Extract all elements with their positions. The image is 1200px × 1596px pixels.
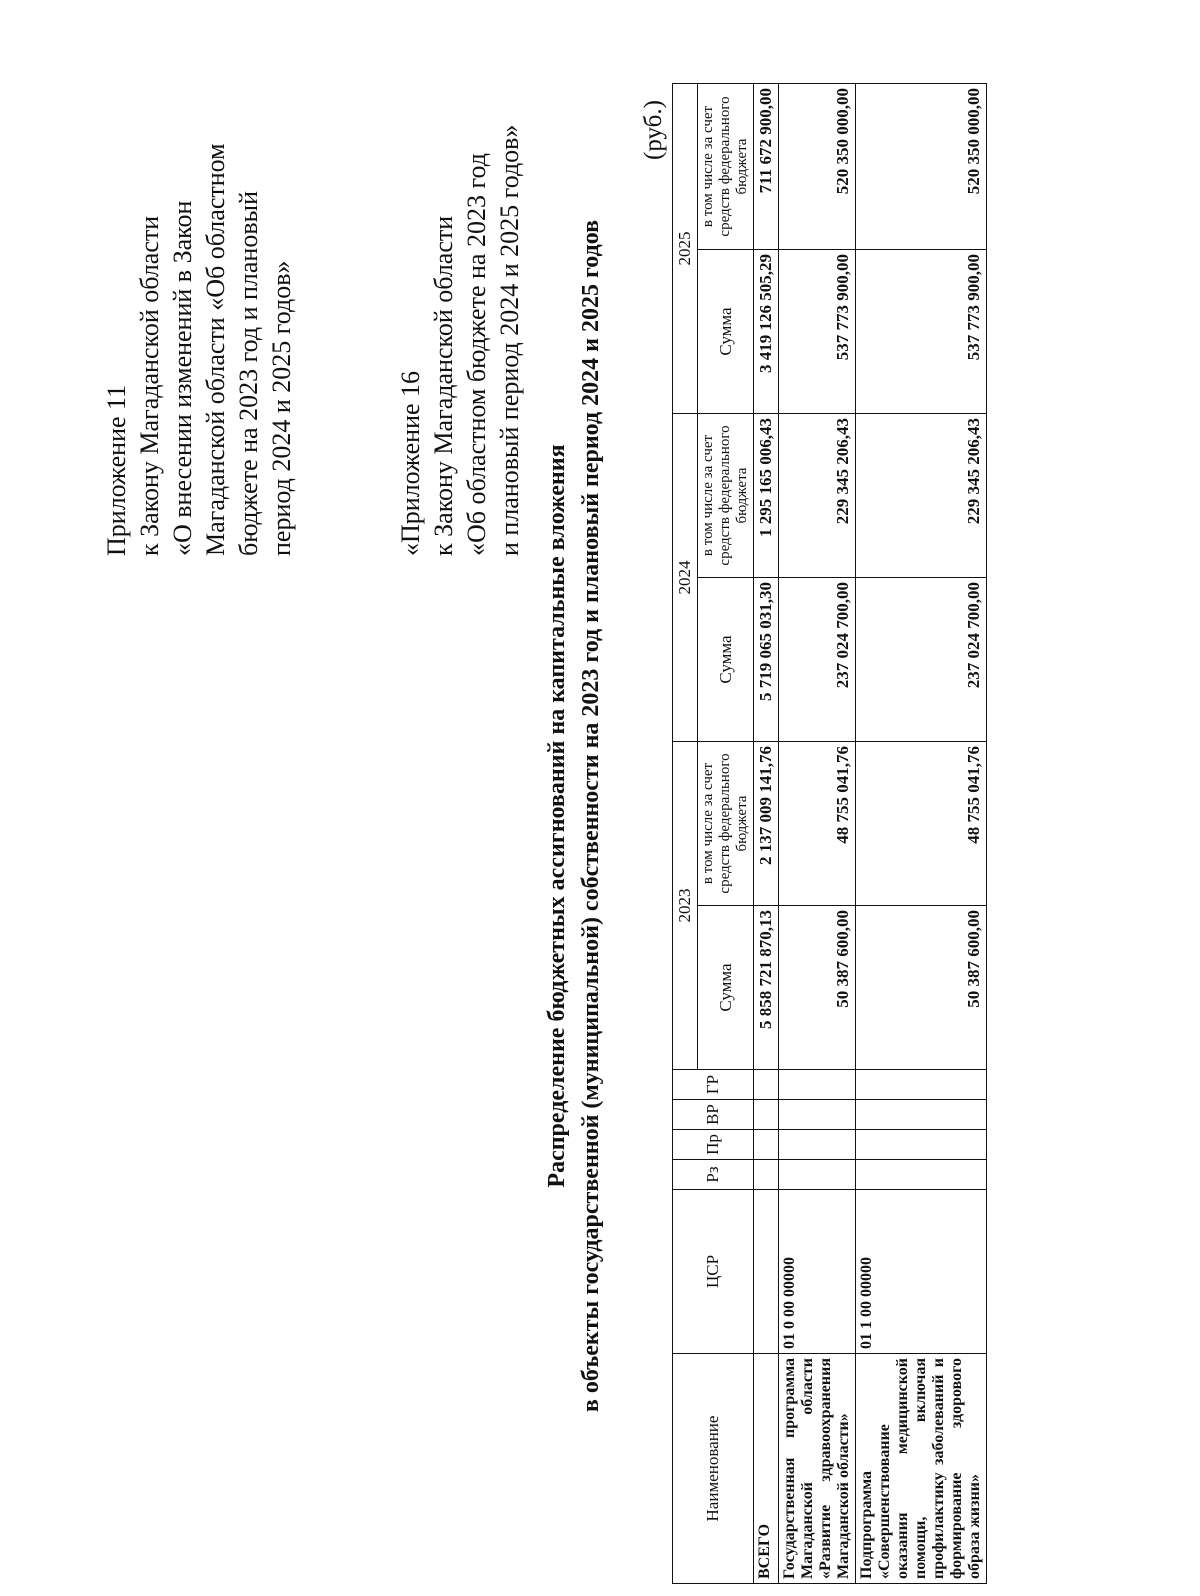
appendix-line: Магаданской области «Об областном: [201, 143, 230, 556]
row-vr: [779, 1100, 856, 1130]
row-pr: [779, 1130, 856, 1160]
header-vr: ВР: [673, 1100, 754, 1130]
row-pr: [856, 1130, 987, 1160]
row-sum-2025: 3 419 126 505,29: [754, 250, 779, 414]
table-row-program: [779, 84, 856, 1584]
row-csr: 01 0 00 00000: [779, 1190, 856, 1354]
row-name: ВСЕГО: [754, 1354, 779, 1584]
budget-table: [672, 83, 987, 1584]
header-sum-2024: Сумма: [698, 578, 754, 742]
title-line-1: Распределение бюджетных ассигнований на капитальные вложения: [544, 444, 570, 1188]
row-fed-2025: 711 672 900,00: [754, 84, 779, 250]
header-federal-2024: в том числе за счет средств федерального бюджета: [698, 414, 754, 578]
row-fed-2025: 520 350 000,00: [856, 84, 987, 250]
row-sum-2024: 5 719 065 031,30: [754, 578, 779, 742]
row-sum-2023: 50 387 600,00: [856, 906, 987, 1070]
row-gr: [754, 1070, 779, 1100]
table-header-row: [673, 84, 698, 1584]
header-year-2025: 2025: [673, 84, 698, 414]
row-fed-2024: 229 345 206,43: [779, 414, 856, 578]
header-federal-2023: в том числе за счет средств федерального бюджета: [698, 742, 754, 906]
appendix-line: к Закону Магаданской области: [429, 215, 458, 556]
row-fed-2025: 520 350 000,00: [779, 84, 856, 250]
appendix-line: к Закону Магаданской области: [135, 215, 164, 556]
header-csr: ЦСР: [673, 1190, 754, 1354]
row-sum-2025: 537 773 900,00: [779, 250, 856, 414]
row-sum-2023: 5 858 721 870,13: [754, 906, 779, 1070]
row-sum-2023: 50 387 600,00: [779, 906, 856, 1070]
row-sum-2025: 537 773 900,00: [856, 250, 987, 414]
row-fed-2023: 2 137 009 141,76: [754, 742, 779, 906]
title-line-2: в объекты государственной (муниципальной) собственности на 2023 год и плановый период 2024 и 2025 годов: [578, 219, 604, 1413]
row-name: Подпрограмма «Совершенствование оказания медицинской помощи, включая профилактику заболеваний и формирование здорового образа жизни»: [856, 1354, 987, 1584]
row-vr: [754, 1100, 779, 1130]
row-fed-2023: 48 755 041,76: [856, 742, 987, 906]
row-csr: 01 1 00 00000: [856, 1190, 987, 1354]
row-gr: [856, 1070, 987, 1100]
row-gr: [779, 1070, 856, 1100]
header-pr: Пр: [673, 1130, 754, 1160]
header-federal-2025: в том числе за счет средств федерального бюджета: [698, 84, 754, 250]
currency-unit: (руб.): [640, 100, 667, 160]
row-csr: [754, 1190, 779, 1354]
appendix-11-header: [100, 56, 298, 556]
appendix-line: «Приложение 16: [396, 370, 425, 556]
appendix-line: Приложение 11: [102, 384, 131, 556]
header-rz: Рз: [673, 1160, 754, 1190]
appendix-line: бюджете на 2023 год и плановый: [234, 191, 263, 556]
row-pr: [754, 1130, 779, 1160]
header-year-2023: 2023: [673, 742, 698, 1070]
row-rz: [856, 1160, 987, 1190]
document-title: [540, 66, 608, 1566]
table-row-subprogram: [856, 84, 987, 1584]
row-fed-2023: 48 755 041,76: [779, 742, 856, 906]
row-rz: [779, 1160, 856, 1190]
header-name: Наименование: [673, 1354, 754, 1584]
row-rz: [754, 1160, 779, 1190]
header-gr: ГР: [673, 1070, 754, 1100]
row-vr: [856, 1100, 987, 1130]
row-sum-2024: 237 024 700,00: [856, 578, 987, 742]
appendix-16-header: [394, 56, 526, 556]
row-name: Государственная программа Магаданской области «Развитие здравоохранения Магаданской области»: [779, 1354, 856, 1584]
row-sum-2024: 237 024 700,00: [779, 578, 856, 742]
appendix-line: «Об областном бюджете на 2023 год: [462, 153, 491, 556]
table-row-total: [754, 84, 779, 1584]
appendix-line: период 2024 и 2025 годов»: [267, 260, 296, 556]
header-sum-2025: Сумма: [698, 250, 754, 414]
header-sum-2023: Сумма: [698, 906, 754, 1070]
row-fed-2024: 229 345 206,43: [856, 414, 987, 578]
header-year-2024: 2024: [673, 414, 698, 742]
appendix-line: «О внесении изменений в Закон: [168, 200, 197, 556]
row-fed-2024: 1 295 165 006,43: [754, 414, 779, 578]
appendix-line: и плановый период 2024 и 2025 годов»: [495, 124, 524, 556]
